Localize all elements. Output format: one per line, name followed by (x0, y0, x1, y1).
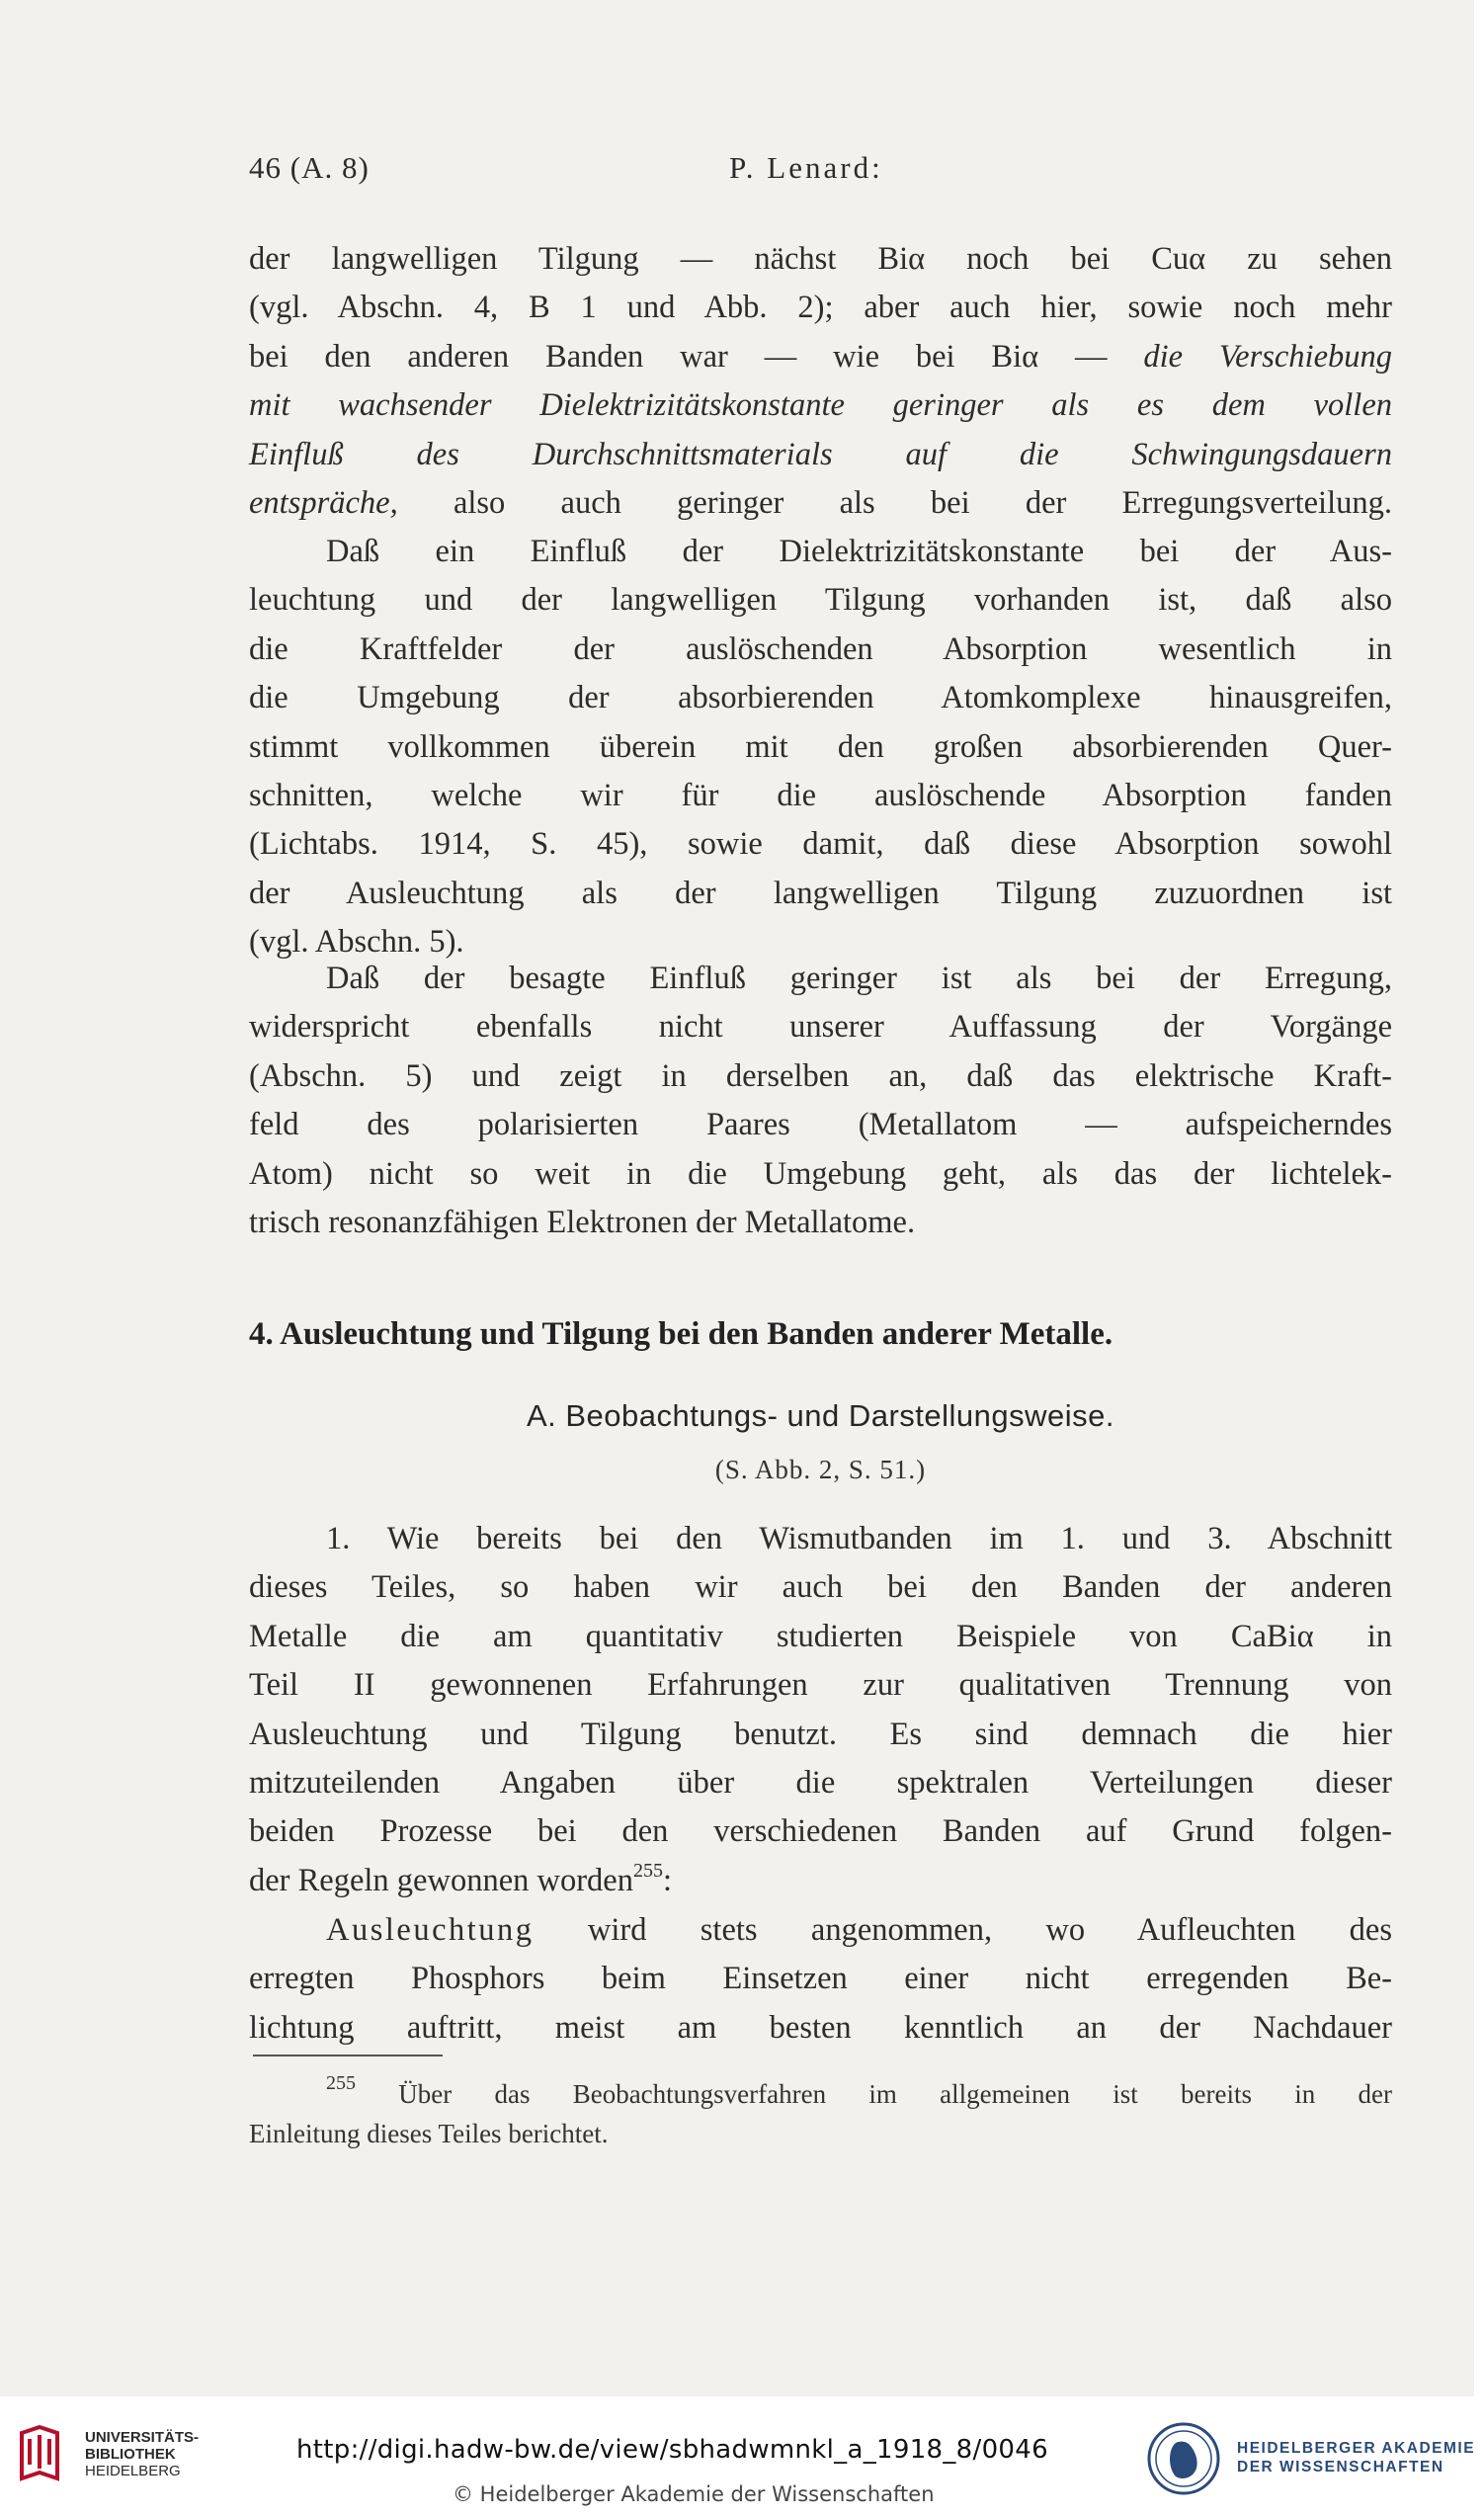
paragraph-5 (249, 1906, 1392, 2053)
text-line: (Lichtabs. 1914, S. 45), sowie damit, daß diese Absorption sowohl (249, 826, 1392, 863)
paragraph-2 (249, 528, 1392, 967)
subsection-heading: A. Beobachtungs- und Darstellungsweise. (526, 1398, 1115, 1433)
text-line: leuchtung und der langwelligen Tilgung vorhanden ist, daß also (249, 582, 1392, 619)
text-line: (vgl. Abschn. 5). (249, 924, 464, 961)
library-line: BIBLIOTHEK (85, 2446, 176, 2463)
text-line: schnitten, welche wir für die auslöschende Absorption fanden (249, 777, 1392, 813)
text-line: der langwelligen Tilgung — nächst Biα noch bei Cuα zu sehen (249, 241, 1392, 277)
text-line: die Umgebung der absorbierenden Atomkomplexe hinausgreifen, (249, 680, 1392, 716)
footnote-line (249, 2074, 1392, 2114)
text-run: der Regeln gewonnen worden (249, 1862, 633, 1898)
text-line (249, 1906, 1392, 1955)
text-line: Teil II gewonnenen Erfahrungen zur qualitativen Trennung von (249, 1667, 1392, 1704)
text-line: erregten Phosphors beim Einsetzen einer nicht erregenden Be- (249, 1961, 1392, 1997)
academy-line: HEIDELBERGER AKADEMIE (1237, 2440, 1476, 2457)
text-line: beiden Prozesse bei den verschiedenen Banden auf Grund folgen- (249, 1813, 1392, 1850)
footnote-number: 255 (326, 2072, 356, 2094)
text-line: Ausleuchtung und Tilgung benutzt. Es sind demnach die hier (249, 1716, 1392, 1752)
text-line (249, 333, 1392, 381)
text-line: trisch resonanzfähigen Elektronen der Metallatome. (249, 1204, 916, 1240)
text-line: mitzuteilenden Angaben über die spektralen Verteilungen dieser (249, 1764, 1392, 1801)
footnote (249, 2074, 1392, 2153)
text-line: (Abschn. 5) und zeigt in derselben an, daß das elektrische Kraft- (249, 1057, 1392, 1094)
source-url-link[interactable]: http://digi.hadw-bw.de/view/sbhadwmnkl_a_1918_8/0046 (296, 2435, 1048, 2465)
text-line: der Ausleuchtung als der langwelligen Tilgung zuzuordnen ist (249, 875, 1392, 911)
text-run: wird stets angenommen, wo Aufleuchten des (534, 1912, 1392, 1948)
text-line: Daß der besagte Einfluß geringer ist als bei der Erregung, (326, 961, 1392, 996)
italic-run: die Verschiebung (1143, 338, 1392, 375)
page-edge (1474, 0, 1484, 2396)
text-line: (vgl. Abschn. 4, B 1 und Abb. 2); aber auch hier, sowie noch mehr (249, 290, 1392, 326)
footnote-rule (253, 2055, 443, 2056)
text-line (249, 479, 1392, 528)
university-library-name (85, 2429, 199, 2479)
text-line (249, 1857, 1392, 1905)
footnote-marker: 255 (632, 1859, 663, 1882)
copyright-notice: © Heidelberger Akademie der Wissenschaften (453, 2482, 935, 2506)
text-line: Metalle die am quantitativ studierten Beispiele von CaBiα in (249, 1618, 1392, 1654)
running-head-author: P. Lenard: (729, 150, 883, 185)
text-line: Atom) nicht so weit in die Umgebung geht, als das der lichtelek- (249, 1155, 1392, 1192)
library-line: UNIVERSITÄTS- (85, 2429, 200, 2446)
text-run: bei den anderen Banden war — wie bei Biα — (249, 338, 1108, 375)
italic-run: entspräche, (249, 484, 398, 521)
text-line: Daß ein Einfluß der Dielektrizitätskonstante bei der Aus- (326, 534, 1392, 569)
text-line: stimmt vollkommen überein mit den großen absorbierenden Quer- (249, 728, 1392, 765)
library-line: HEIDELBERG (85, 2463, 181, 2479)
text-line: 1. Wie bereits bei den Wismutbanden im 1. und 3. Abschnitt (326, 1521, 1392, 1556)
paragraph-4 (249, 1515, 1392, 1905)
university-library-logo-icon (16, 2425, 63, 2484)
text-run: : (662, 1862, 672, 1898)
text-line: die Kraftfelder der auslöschenden Absorption wesentlich in (249, 630, 1392, 667)
academy-line: DER WISSENSCHAFTEN (1237, 2459, 1444, 2475)
paragraph-1 (249, 235, 1392, 528)
text-line: dieses Teiles, so haben wir auch bei den Banden der anderen (249, 1569, 1392, 1606)
academy-name (1237, 2439, 1475, 2476)
section-heading: 4. Ausleuchtung und Tilgung bei den Banden anderer Metalle. (249, 1316, 1113, 1352)
text-line: feld des polarisierten Paares (Metallatom — aufspeicherndes (249, 1107, 1392, 1143)
text-run: also auch geringer als bei der Erregungsverteilung. (397, 484, 1392, 521)
figure-reference: (S. Abb. 2, S. 51.) (714, 1455, 927, 1484)
text-line: widerspricht ebenfalls nicht unserer Auffassung der Vorgänge (249, 1009, 1392, 1046)
text-line: Einfluß des Durchschnittsmaterials auf die Schwingungsdauern (249, 436, 1392, 472)
academy-seal-icon (1146, 2421, 1221, 2496)
running-head (249, 150, 1316, 194)
footnote-line: Einleitung dieses Teiles berichtet. (249, 2119, 609, 2148)
text-line: mit wachsender Dielektrizitätskonstante geringer als es dem vollen (249, 387, 1392, 424)
text-line: lichtung auftritt, meist am besten kenntlich an der Nachdauer (249, 2009, 1392, 2046)
page-number: 46 (A. 8) (249, 150, 370, 185)
paragraph-3 (249, 955, 1392, 1247)
text-run: Über das Beobachtungsverfahren im allgemeinen ist bereits in der (356, 2079, 1392, 2109)
spaced-run: Ausleuchtung (326, 1912, 535, 1948)
